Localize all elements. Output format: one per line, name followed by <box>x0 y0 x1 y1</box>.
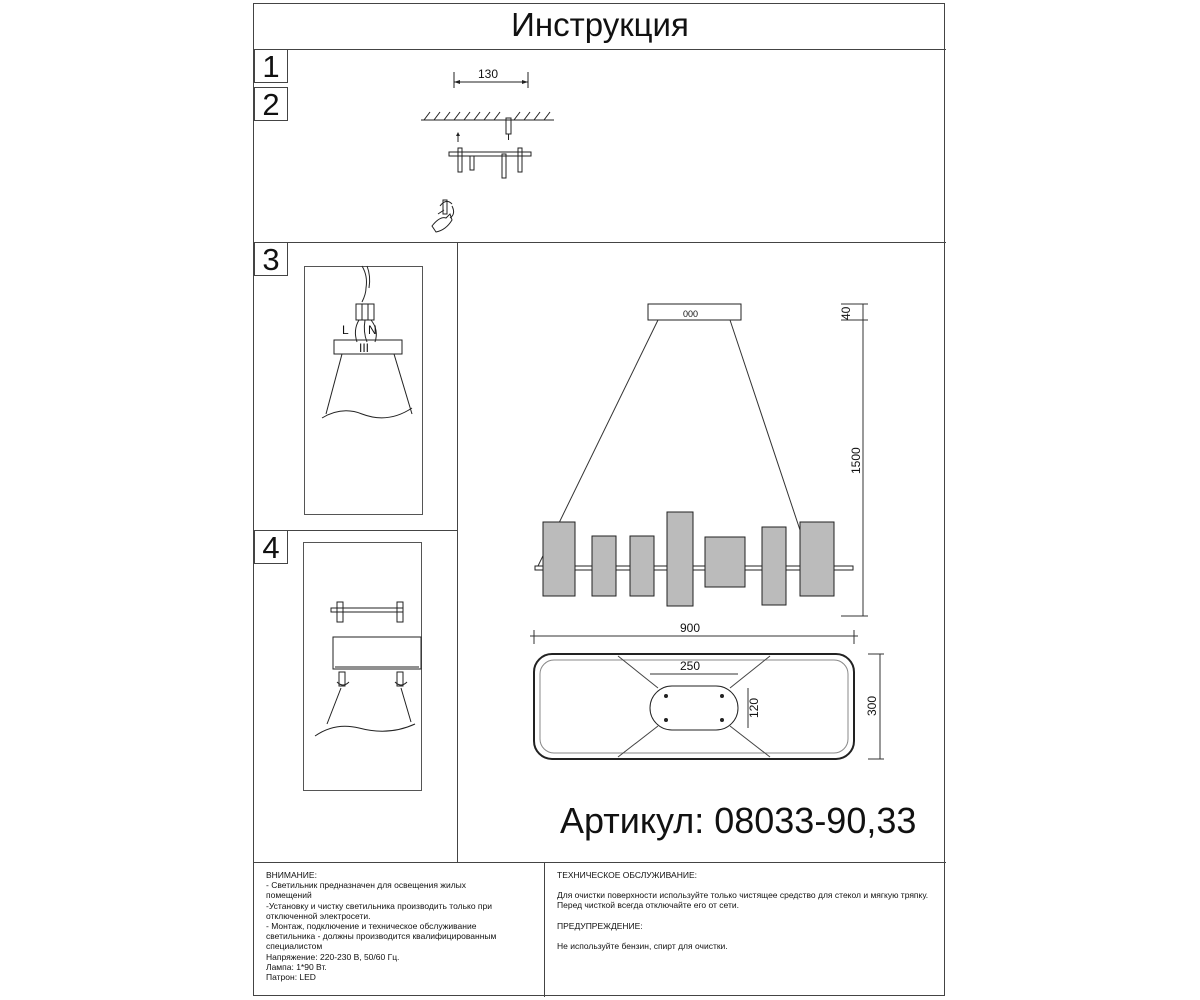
dim-total-height: 1500 <box>849 447 863 474</box>
step-2-label: 2 <box>254 87 288 121</box>
instruction-sheet <box>253 3 945 996</box>
notes-attention <box>266 870 496 982</box>
label-live: L <box>342 323 349 337</box>
notes-line: Не используйте бензин, спирт для очистки. <box>557 940 728 951</box>
wire-connection-drawing <box>304 266 423 515</box>
notes-line: Лампа: 1*90 Вт. <box>266 961 327 972</box>
page-title: Инструкция <box>511 6 689 43</box>
title-divider <box>254 49 946 50</box>
article-number: Артикул: 08033-90,33 <box>560 800 917 841</box>
notes-line: Патрон: LED <box>266 972 316 983</box>
notes-line: Перед чисткой всегда отключайте его от сети. <box>557 900 739 911</box>
canopy-fixing-drawing <box>303 542 422 791</box>
step-4-label: 4 <box>254 530 288 564</box>
dim-bracket-width: 130 <box>478 67 499 81</box>
section-divider-1 <box>254 242 946 243</box>
notes-warning-heading: ПРЕДУПРЕЖДЕНИЕ: <box>557 920 643 931</box>
notes-line: специалистом <box>266 941 323 952</box>
dim-plate-width: 120 <box>747 697 761 718</box>
dim-length: 900 <box>680 621 701 635</box>
label-neutral: N <box>368 323 377 337</box>
notes-line: -Установку и чистку светильника производить только при <box>266 900 492 911</box>
notes-divider <box>254 862 946 863</box>
mounting-bracket-drawing <box>414 66 564 241</box>
notes-attention-heading: ВНИМАНИЕ: <box>266 870 317 880</box>
notes-line: помещений <box>266 890 312 901</box>
notes-line: - Светильник предназначен для освещения жилых <box>266 880 467 891</box>
dim-canopy-height: 40 <box>839 306 853 320</box>
notes-line: светильника - должны производится квалифицированным <box>266 931 497 942</box>
step-1-label: 1 <box>254 49 288 83</box>
notes-column-divider <box>544 862 545 997</box>
canopy-screws-mark: III <box>359 341 370 355</box>
dim-plate-length: 250 <box>680 659 701 673</box>
notes-line: - Монтаж, подключение и техническое обслуживание <box>266 921 477 932</box>
notes-line: Для очистки поверхности используйте только чистящее средство для стекол и мягкую тряпку. <box>557 890 929 901</box>
step-3-label: 3 <box>254 242 288 276</box>
dim-width: 300 <box>865 695 879 716</box>
notes-line: отключенной электросети. <box>266 910 371 921</box>
canopy-mark: 000 <box>683 309 699 319</box>
notes-maintenance <box>557 870 928 951</box>
notes-maintenance-heading: ТЕХНИЧЕСКОЕ ОБСЛУЖИВАНИЕ: <box>557 870 697 880</box>
product-dimension-drawing <box>458 244 946 862</box>
notes-line: Напряжение: 220-230 В, 50/60 Гц. <box>266 951 400 962</box>
